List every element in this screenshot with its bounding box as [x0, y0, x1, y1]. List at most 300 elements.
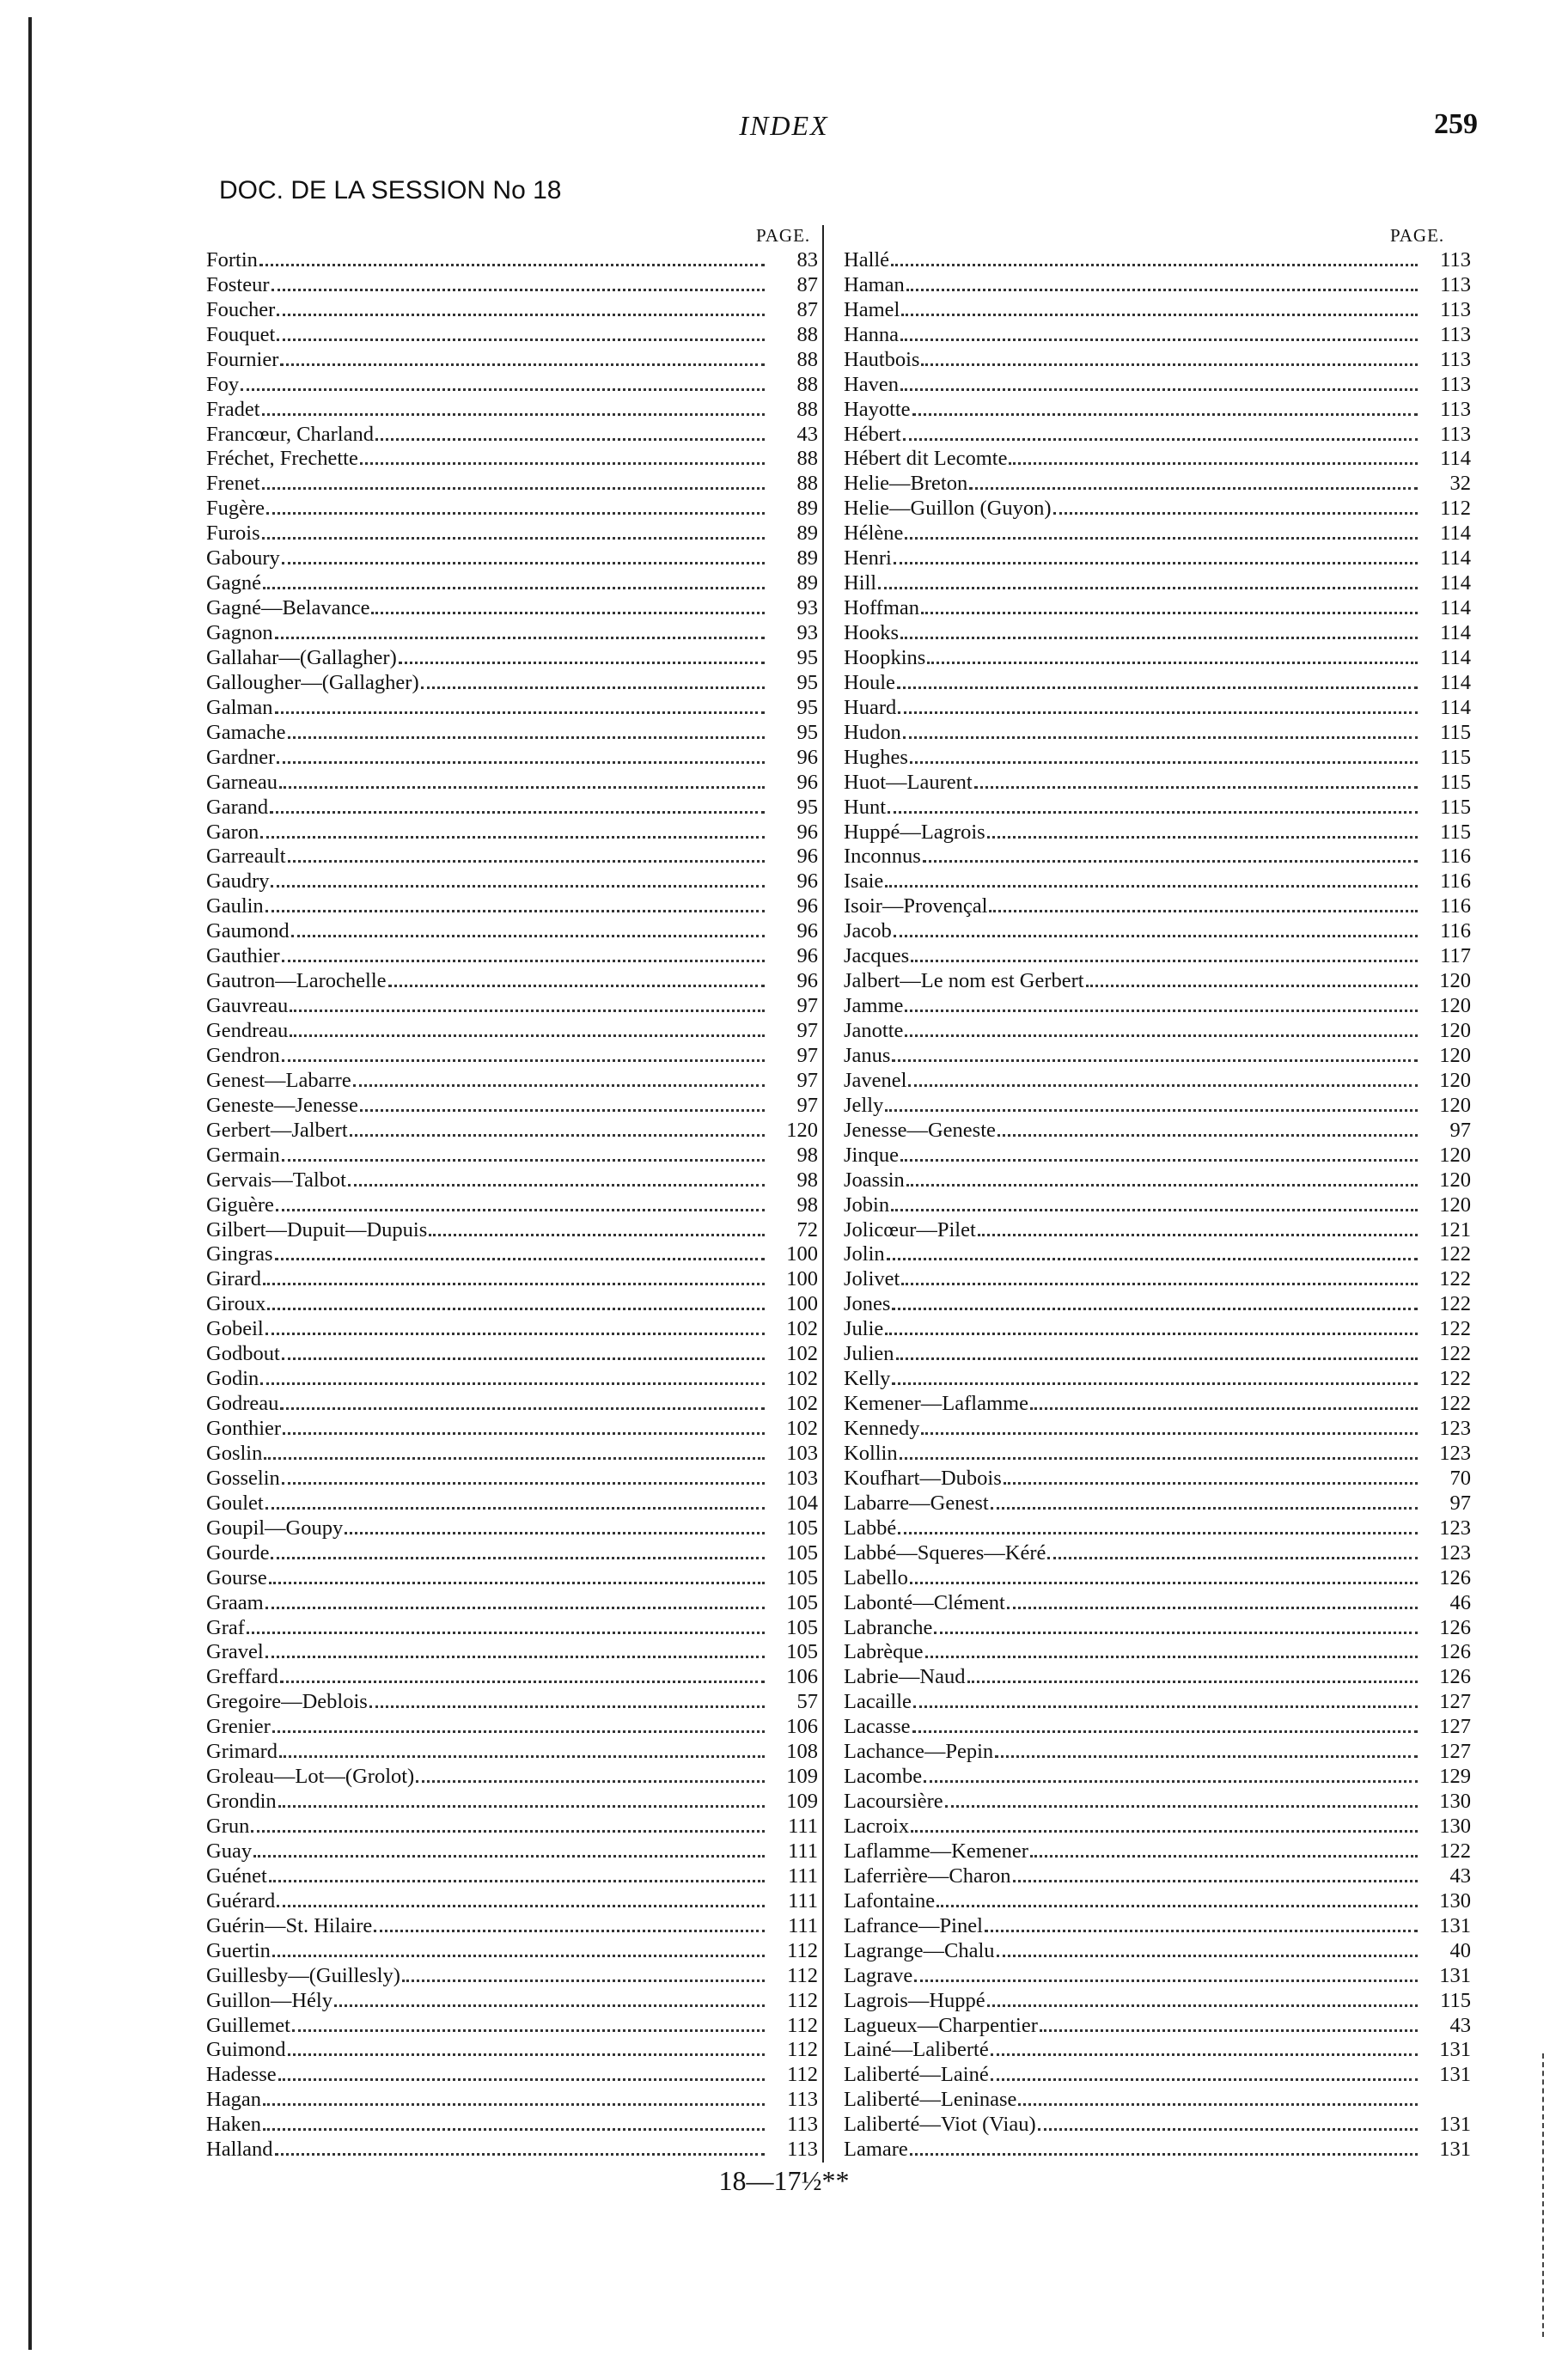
dot-leader [892, 1382, 1418, 1385]
entry-page: 127 [1439, 1690, 1471, 1714]
dot-leader [898, 1531, 1418, 1534]
entry-page: 114 [1440, 621, 1471, 644]
entry-name: Fouquet [206, 322, 276, 346]
entry-name: Laliberté—Lainé [844, 2063, 989, 2087]
entry-name: Graam [206, 1590, 264, 1614]
entry-name: Graf [206, 1615, 245, 1639]
entry-page: 40 [1449, 1938, 1471, 1962]
index-entry [206, 1217, 818, 1242]
dot-leader [275, 711, 765, 714]
dot-leader [989, 909, 1418, 912]
index-entry [206, 372, 818, 397]
dot-leader [399, 661, 765, 664]
dot-leader [978, 1233, 1418, 1236]
entry-page: 98 [796, 1193, 818, 1217]
dot-leader [241, 387, 765, 391]
entry-page: 88 [796, 472, 818, 496]
entry-page: 112 [1440, 497, 1471, 521]
index-entry [206, 869, 818, 894]
dot-leader [263, 1282, 765, 1285]
entry-name: Gauvreau [206, 994, 289, 1018]
entry-name: Laflamme—Kemener [844, 1839, 1028, 1863]
entry-name: Isaie [844, 869, 884, 894]
index-entry [206, 1441, 818, 1466]
entry-name: Gardner [206, 745, 276, 769]
entry-name: Gallougher—(Gallagher) [206, 670, 419, 694]
dot-leader [885, 884, 1418, 888]
dot-leader [923, 859, 1418, 863]
entry-page: 105 [786, 1516, 818, 1540]
entry-page: 122 [1439, 1317, 1471, 1341]
entry-name: Halland [206, 2138, 273, 2162]
dot-leader [350, 1133, 765, 1137]
entry-page: 122 [1439, 1242, 1471, 1266]
index-entry [206, 1266, 818, 1291]
index-entry [844, 1540, 1471, 1565]
entry-page: 114 [1440, 670, 1471, 694]
entry-name: Joassin [844, 1168, 905, 1192]
dot-leader [269, 1879, 765, 1882]
entry-page: 32 [1449, 472, 1471, 496]
dot-leader [887, 1257, 1418, 1260]
index-entry [844, 2087, 1471, 2112]
entry-name: Gagné [206, 571, 261, 595]
entry-page: 105 [786, 1540, 818, 1565]
entry-name: Labrie—Naud [844, 1665, 966, 1689]
entry-name: Lacombe [844, 1765, 923, 1789]
entry-page: 98 [796, 1168, 818, 1192]
dot-leader [878, 586, 1418, 589]
entry-page: 88 [796, 447, 818, 471]
entry-name: Hoffman [844, 596, 919, 620]
entry-name: Lagueux—Charpentier [844, 2013, 1038, 2037]
entry-page: 88 [796, 347, 818, 371]
index-entry [206, 570, 818, 595]
index-entry [844, 795, 1471, 820]
entry-name: Gaumond [206, 919, 290, 943]
index-entry [844, 745, 1471, 770]
dot-leader [280, 1406, 765, 1410]
index-entry [206, 670, 818, 695]
dot-leader [282, 1357, 765, 1360]
index-entry [844, 1839, 1471, 1864]
entry-name: Guillon—Hély [206, 1988, 333, 2012]
entry-page: 111 [788, 1888, 818, 1913]
index-entry [844, 1391, 1471, 1416]
entry-page: 105 [786, 1565, 818, 1589]
entry-name: Fugère [206, 497, 265, 521]
dot-leader [898, 711, 1418, 714]
entry-name: Jolivet [844, 1267, 900, 1291]
entry-page: 103 [786, 1441, 818, 1465]
entry-page: 113 [1440, 247, 1471, 271]
dot-leader [900, 387, 1418, 391]
entry-page: 131 [1439, 2113, 1471, 2137]
entry-name: Labranche [844, 1615, 933, 1639]
index-entry [206, 471, 818, 496]
index-entry [844, 1366, 1471, 1391]
entry-name: Haven [844, 372, 899, 396]
index-entry [206, 1565, 818, 1590]
index-entry [844, 2112, 1471, 2137]
entry-page: 115 [1440, 720, 1471, 744]
index-entry [206, 595, 818, 620]
entry-name: Gingras [206, 1242, 273, 1266]
dot-leader [937, 1904, 1418, 1907]
entry-name: Fréchet, Frechette [206, 447, 358, 471]
entry-name: Groleau—Lot—(Grolot) [206, 1765, 415, 1789]
entry-page: 72 [796, 1217, 818, 1241]
dot-leader [264, 1456, 765, 1460]
entry-name: Gautron—Larochelle [206, 969, 387, 993]
dot-leader [910, 760, 1418, 764]
index-entry [844, 1814, 1471, 1839]
index-entry [844, 1466, 1471, 1491]
entry-name: Garneau [206, 770, 278, 794]
entry-page: 93 [796, 621, 818, 644]
dot-leader [900, 1158, 1418, 1162]
dot-leader [885, 1332, 1418, 1335]
dot-leader [998, 1133, 1418, 1137]
entry-page: 115 [1440, 795, 1471, 819]
index-entry [844, 496, 1471, 521]
entry-page: 105 [786, 1640, 818, 1664]
entry-page: 100 [786, 1292, 818, 1316]
entry-page: 97 [796, 1093, 818, 1117]
dot-leader [247, 1631, 765, 1634]
entry-name: Jelly [844, 1093, 884, 1117]
dot-leader [276, 1208, 765, 1211]
index-entry [206, 1068, 818, 1093]
entry-name: Huard [844, 695, 897, 719]
entry-page: 122 [1439, 1392, 1471, 1416]
index-entry [844, 2013, 1471, 2038]
index-entry [206, 1168, 818, 1193]
entry-name: Hanna [844, 322, 899, 346]
entry-page: 46 [1449, 1590, 1471, 1614]
entry-name: Guérard [206, 1888, 276, 1913]
dot-leader [267, 1307, 765, 1310]
dot-leader [1030, 1854, 1418, 1858]
entry-name: Grondin [206, 1790, 277, 1814]
index-entry [844, 968, 1471, 993]
entry-name: Garreault [206, 845, 286, 869]
index-entry [844, 1193, 1471, 1217]
entry-name: Laliberté—Viot (Viau) [844, 2113, 1036, 2137]
entry-page: 111 [788, 1913, 818, 1937]
dot-leader [945, 1804, 1418, 1808]
dot-leader [345, 1531, 765, 1534]
index-entry [206, 720, 818, 745]
entry-name: Guillesby—(Guillesly) [206, 1963, 400, 1987]
index-entry [206, 770, 818, 795]
index-entry [844, 1242, 1471, 1267]
index-entry [206, 1963, 818, 1988]
index-entry [206, 2137, 818, 2162]
entry-page: 89 [796, 522, 818, 546]
index-entry [844, 447, 1471, 472]
entry-name: Laliberté—Leninase [844, 2088, 1017, 2112]
entry-page: 102 [786, 1342, 818, 1366]
entry-page: 112 [787, 2013, 818, 2037]
entry-name: Houle [844, 670, 895, 694]
dot-leader [903, 735, 1418, 739]
index-entry [206, 1491, 818, 1516]
entry-page: 120 [1439, 1043, 1471, 1067]
dot-leader [1013, 1879, 1418, 1882]
dot-leader [277, 338, 765, 341]
dot-leader [969, 486, 1418, 490]
index-entry [844, 645, 1471, 670]
dot-leader [421, 686, 765, 689]
entry-name: Gamache [206, 720, 286, 744]
entry-name: Helie—Breton [844, 472, 968, 496]
entry-name: Geneste—Jenesse [206, 1093, 358, 1117]
dot-leader [272, 288, 766, 291]
dot-leader [360, 461, 765, 465]
dot-leader [282, 1158, 765, 1162]
index-entry [206, 1839, 818, 1864]
dot-leader [991, 1506, 1418, 1510]
index-entry [844, 372, 1471, 397]
index-entry [206, 1988, 818, 2013]
index-entry [844, 869, 1471, 894]
dot-leader [277, 760, 765, 764]
dot-leader [288, 859, 766, 863]
index-entry [206, 1714, 818, 1739]
entry-page: 109 [786, 1765, 818, 1789]
index-entry [844, 1093, 1471, 1118]
index-entry [206, 1143, 818, 1168]
entry-page: 114 [1440, 571, 1471, 595]
page-column-heading-left: PAGE. [756, 225, 811, 246]
dot-leader [371, 611, 765, 614]
entry-name: Janus [844, 1043, 891, 1067]
index-entry [844, 1739, 1471, 1764]
dot-leader [275, 2152, 765, 2156]
entry-page: 122 [1439, 1292, 1471, 1316]
dot-leader [291, 934, 765, 937]
dot-leader [997, 1954, 1418, 1957]
entry-name: Guimond [206, 2038, 286, 2062]
entry-page: 116 [1440, 919, 1471, 943]
page-column-heading-right: PAGE. [1390, 225, 1445, 246]
index-entry [844, 620, 1471, 645]
entry-page: 102 [786, 1317, 818, 1341]
index-entry [844, 845, 1471, 869]
entry-name: Gervais—Talbot [206, 1168, 346, 1192]
entry-page: 97 [796, 1043, 818, 1067]
dot-leader [896, 1357, 1418, 1360]
entry-name: Genest—Labarre [206, 1068, 351, 1092]
index-entry [844, 322, 1471, 347]
entry-page: 126 [1439, 1640, 1471, 1664]
dot-leader [894, 934, 1418, 937]
dot-leader [278, 1804, 765, 1808]
index-entry [844, 1764, 1471, 1789]
dot-leader [282, 1058, 765, 1062]
index-entry [206, 1366, 818, 1391]
entry-name: Lagrange—Chalu [844, 1938, 995, 1962]
entry-page: 122 [1439, 1267, 1471, 1291]
dot-leader [905, 1009, 1418, 1012]
entry-page: 113 [1440, 272, 1471, 296]
dot-leader [891, 1208, 1418, 1211]
dot-leader [282, 1481, 765, 1485]
dot-leader [891, 263, 1418, 266]
index-entry [844, 695, 1471, 720]
entry-page: 114 [1440, 447, 1471, 471]
index-entry [206, 1391, 818, 1416]
dot-leader [1018, 2102, 1418, 2106]
dot-leader [270, 810, 765, 814]
dot-leader [265, 1655, 765, 1658]
entry-name: Goslin [206, 1441, 263, 1465]
dot-leader [900, 1456, 1418, 1460]
index-entry [206, 1615, 818, 1640]
entry-page: 130 [1439, 1888, 1471, 1913]
entry-name: Garand [206, 795, 269, 819]
entry-page: 96 [796, 944, 818, 968]
dot-leader [927, 661, 1418, 664]
index-entry [844, 1118, 1471, 1143]
index-entry [206, 447, 818, 472]
entry-name: Galman [206, 695, 273, 719]
dot-leader [265, 909, 765, 912]
dot-leader [985, 1929, 1418, 1932]
entry-page: 131 [1439, 2138, 1471, 2162]
dot-leader [892, 1307, 1418, 1310]
index-entry [844, 2137, 1471, 2162]
entry-page: 120 [1439, 994, 1471, 1018]
index-entry [206, 496, 818, 521]
index-entry [206, 247, 818, 272]
entry-name: Hadesse [206, 2063, 277, 2087]
entry-page: 120 [1439, 1019, 1471, 1042]
index-entry [206, 1888, 818, 1913]
entry-page: 95 [796, 645, 818, 669]
entry-page: 96 [796, 894, 818, 918]
entry-name: Gendron [206, 1043, 280, 1067]
index-entry [206, 546, 818, 570]
entry-page: 113 [1440, 322, 1471, 346]
dot-leader [901, 1282, 1418, 1285]
entry-name: Guillemet [206, 2013, 290, 2037]
entry-page: 109 [786, 1790, 818, 1814]
entry-page: 122 [1439, 1367, 1471, 1391]
signature-mark: 18—17½** [718, 2165, 850, 2196]
dot-leader [265, 1332, 765, 1335]
entry-page: 114 [1440, 695, 1471, 719]
index-entry [206, 695, 818, 720]
index-entry [844, 1864, 1471, 1888]
entry-page: 116 [1440, 894, 1471, 918]
entry-page: 113 [1440, 347, 1471, 371]
entry-name: Hayotte [844, 397, 911, 421]
entry-name: Fortin [206, 247, 258, 271]
dot-leader [905, 536, 1418, 540]
index-column-right [844, 247, 1471, 2162]
entry-page: 95 [796, 695, 818, 719]
index-entry [206, 2013, 818, 2038]
entry-page: 98 [796, 1143, 818, 1167]
dot-leader [1038, 2127, 1418, 2131]
entry-page: 106 [786, 1715, 818, 1739]
entry-name: Gonthier [206, 1417, 282, 1440]
entry-name: Hudon [844, 720, 901, 744]
entry-name: Gagné—Belavance [206, 596, 370, 620]
dot-leader [283, 1431, 765, 1435]
dot-leader [900, 338, 1418, 341]
entry-name: Hautbois [844, 347, 920, 371]
entry-name: Foucher [206, 297, 276, 321]
entry-name: Labello [844, 1565, 908, 1589]
dot-leader [921, 1431, 1418, 1435]
index-entry [844, 1217, 1471, 1242]
dot-leader [914, 1979, 1418, 1982]
entry-name: Foy [206, 372, 240, 396]
entry-page: 131 [1439, 1963, 1471, 1987]
index-entry [844, 1168, 1471, 1193]
entry-name: Lagrois—Huppé [844, 1988, 985, 2012]
dot-leader [269, 1581, 765, 1584]
index-entry [844, 1491, 1471, 1516]
entry-name: Lacasse [844, 1715, 911, 1739]
dot-leader [348, 1183, 765, 1187]
entry-page: 87 [796, 297, 818, 321]
index-entry [844, 521, 1471, 546]
entry-page: 127 [1439, 1740, 1471, 1764]
entry-name: Lafontaine [844, 1888, 936, 1913]
dot-leader [925, 1655, 1419, 1658]
index-entry [206, 1540, 818, 1565]
entry-page: 131 [1439, 1913, 1471, 1937]
entry-page: 95 [796, 795, 818, 819]
index-entry [206, 1789, 818, 1814]
entry-page: 105 [786, 1590, 818, 1614]
entry-name: Giroux [206, 1292, 266, 1316]
index-entry [844, 943, 1471, 968]
dot-leader [272, 1954, 765, 1957]
entry-name: Grimard [206, 1740, 278, 1764]
index-entry [206, 322, 818, 347]
dot-leader [374, 1929, 765, 1932]
index-entry [844, 1416, 1471, 1441]
dot-leader [908, 1083, 1418, 1087]
index-entry [206, 1640, 818, 1665]
entry-page: 103 [786, 1466, 818, 1490]
dot-leader [903, 437, 1418, 441]
dot-leader [906, 288, 1418, 291]
entry-page: 115 [1440, 820, 1471, 844]
entry-page: 100 [786, 1267, 818, 1291]
dot-leader [921, 611, 1418, 614]
index-entry [206, 845, 818, 869]
index-entry [206, 1341, 818, 1366]
entry-page: 89 [796, 546, 818, 570]
dot-leader [360, 1108, 765, 1112]
entry-page: 127 [1439, 1715, 1471, 1739]
index-entry [844, 1266, 1471, 1291]
index-entry [206, 620, 818, 645]
entry-page: 113 [787, 2138, 818, 2162]
entry-page: 95 [796, 720, 818, 744]
index-entry [206, 1516, 818, 1540]
entry-name: Jones [844, 1292, 891, 1316]
index-entry [206, 943, 818, 968]
entry-page: 96 [796, 770, 818, 794]
dot-leader [402, 1979, 765, 1982]
